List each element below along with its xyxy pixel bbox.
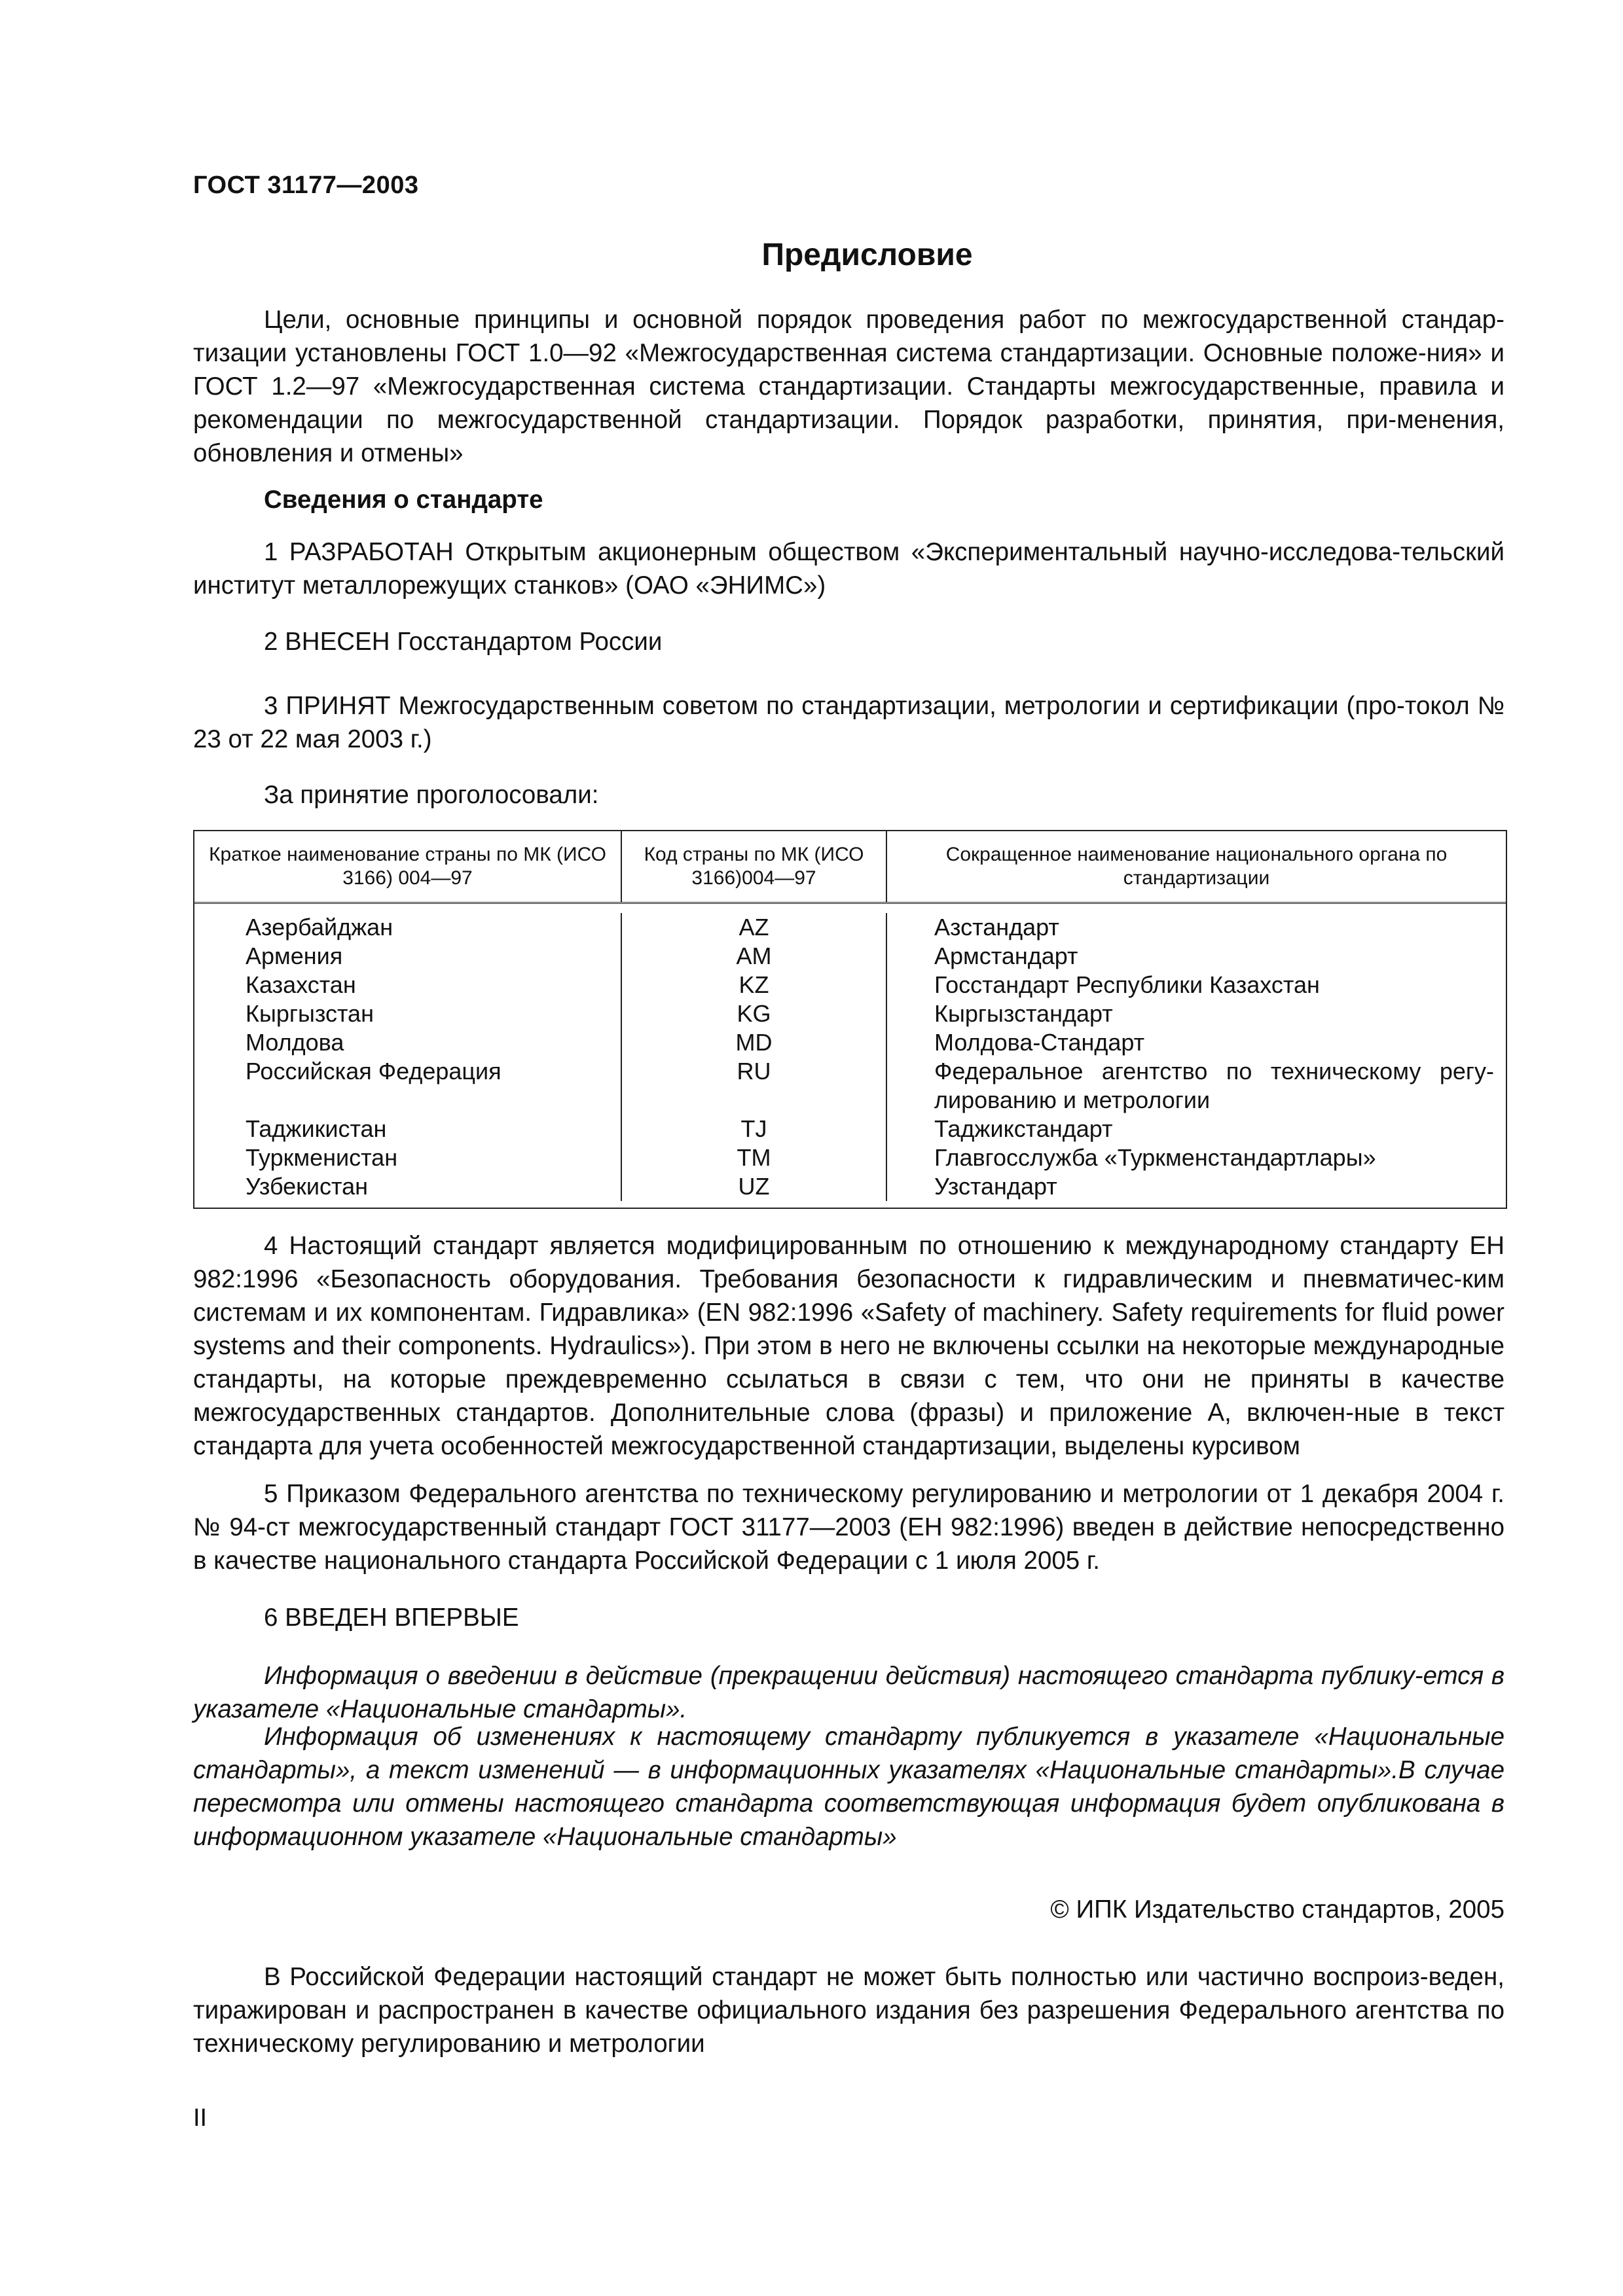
table-cell-country: Узбекистан xyxy=(246,1173,369,1200)
table-cell-code: AM xyxy=(736,942,772,969)
table-cell-code: KG xyxy=(737,1000,771,1027)
table-cell-body: Госстандарт Республики Казахстан xyxy=(934,971,1320,998)
page-number: II xyxy=(193,2104,208,2132)
table-cell-body: Федеральное агентство по техническому регу-лированию и метрологии xyxy=(934,1058,1494,1113)
table-cell-body: Узстандарт xyxy=(934,1173,1057,1200)
table-cell-country: Туркменистан xyxy=(246,1144,398,1171)
item-introduced: 2 ВНЕСЕН Госстандартом России xyxy=(264,628,663,656)
table-cell-code: TM xyxy=(737,1144,771,1171)
document-code: ГОСТ 31177—2003 xyxy=(193,171,419,199)
table-cell-body: Молдова-Стандарт xyxy=(934,1029,1145,1056)
votes-intro: За принятие проголосовали: xyxy=(264,781,599,809)
info-changes: Информация об изменениях к настоящему стандарту публикуется в указателе «Национальные стандарты», а текст изменений — в информационных указателях «Национальные стандарты».В случае пересмотра или отмены настоящего стандарта соответствующая информация будет опубликована в информационном указателе «Национальные стандарты» xyxy=(193,1723,1504,1851)
column-country xyxy=(194,913,622,1201)
item-adopted: 3 ПРИНЯТ Межгосударственным советом по стандартизации, метрологии и сертификации (про-токол № 23 от 22 мая 2003 г.) xyxy=(193,692,1504,753)
table-cell-code: RU xyxy=(737,1058,771,1085)
table-cell-body: Главгосслужба «Туркменстандартлары» xyxy=(934,1144,1376,1171)
column-code xyxy=(622,913,887,1201)
table-header xyxy=(194,831,1506,904)
votes-table xyxy=(193,830,1507,1209)
table-cell-country: Казахстан xyxy=(246,971,356,998)
table-cell-country: Молдова xyxy=(246,1029,344,1056)
table-cell-body: Кыргызстандарт xyxy=(934,1000,1113,1027)
table-cell-country: Кыргызстан xyxy=(246,1000,374,1027)
section-heading: Сведения о стандарте xyxy=(264,486,543,514)
header-country: Краткое наименование страны по МК (ИСО 3166) 004—97 xyxy=(194,831,622,902)
table-body xyxy=(194,904,1506,1208)
item-order: 5 Приказом Федерального агентства по техническому регулированию и метрологии от 1 декабря 2004 г. № 94-ст межгосударственный стандарт ГОСТ 31177—2003 (ЕН 982:1996) введен в действие непосредственно в качестве национального стандарта Российской Федерации с 1 июля 2005 г. xyxy=(193,1480,1504,1575)
intro-paragraph: Цели, основные принципы и основной порядок проведения работ по межгосударственной стандар-тизации установлены ГОСТ 1.0—92 «Межгосударственная система стандартизации. Основные положе-ния» и ГОСТ 1.2—97 «Межгосударственная система стандартизации. Стандарты межгосударственные, правила и рекомендации по межгосударственной стандартизации. Порядок разработки, принятия, при-менения, обновления и отмены» xyxy=(193,306,1504,467)
table-cell-country: Армения xyxy=(246,942,343,969)
item-developed: 1 РАЗРАБОТАН Открытым акционерным обществом «Экспериментальный научно-исследова-тельский институт металлорежущих станков» (ОАО «ЭНИМС») xyxy=(193,538,1504,600)
header-body: Сокращенное наименование национального органа по стандартизации xyxy=(945,844,1448,889)
table-cell-country: Азербайджан xyxy=(246,914,393,941)
table-cell-code: TJ xyxy=(740,1115,767,1142)
table-cell-code: UZ xyxy=(738,1173,770,1200)
column-body xyxy=(887,913,1506,1201)
table-cell-code: MD xyxy=(735,1029,773,1056)
table-cell-country: Таджикистан xyxy=(246,1115,387,1142)
table-cell-country: Российская Федерация xyxy=(246,1058,501,1085)
table-cell-code: AZ xyxy=(739,914,769,941)
info-publication: Информация о введении в действие (прекращении действия) настоящего стандарта публику-ется в указателе «Национальные стандарты». xyxy=(193,1662,1504,1723)
copyright-line: © ИПК Издательство стандартов, 2005 xyxy=(1050,1895,1504,1924)
item-first-introduced: 6 ВВЕДЕН ВПЕРВЫЕ xyxy=(264,1604,519,1632)
table-cell-body: Армстандарт xyxy=(934,942,1078,969)
page-title: Предисловие xyxy=(761,238,973,272)
reproduction-notice: В Российской Федерации настоящий стандарт не может быть полностью или частично воспроиз-веден, тиражирован и распространен в качестве официального издания без разрешения Федерального агентства по техническому регулированию и метрологии xyxy=(193,1963,1504,2058)
header-code: Код страны по МК (ИСО 3166)004—97 xyxy=(622,831,887,902)
table-cell-body: Азстандарт xyxy=(934,914,1059,941)
item-modified-standard: 4 Настоящий стандарт является модифицированным по отношению к международному стандарту ЕН 982:1996 «Безопасность оборудования. Требования безопасности к гидравлическим и пневматичес-ким системам и их компонентам. Гидравлика» (EN 982:1996 «Safety of machinery. Safety requirements for fluid power systems and their components. Hydraulics»). При этом в него не включены ссылки на некоторые международные стандарты, на которые преждевременно ссылаться в связи с тем, что они не приняты в качестве межгосударственных стандартов. Дополнительные слова (фразы) и приложение А, включен-ные в текст стандарта для учета особенностей межгосударственной стандартизации, выделены курсивом xyxy=(193,1232,1504,1460)
table-cell-body: Таджикстандарт xyxy=(934,1115,1113,1142)
table-cell-code: KZ xyxy=(739,971,769,998)
